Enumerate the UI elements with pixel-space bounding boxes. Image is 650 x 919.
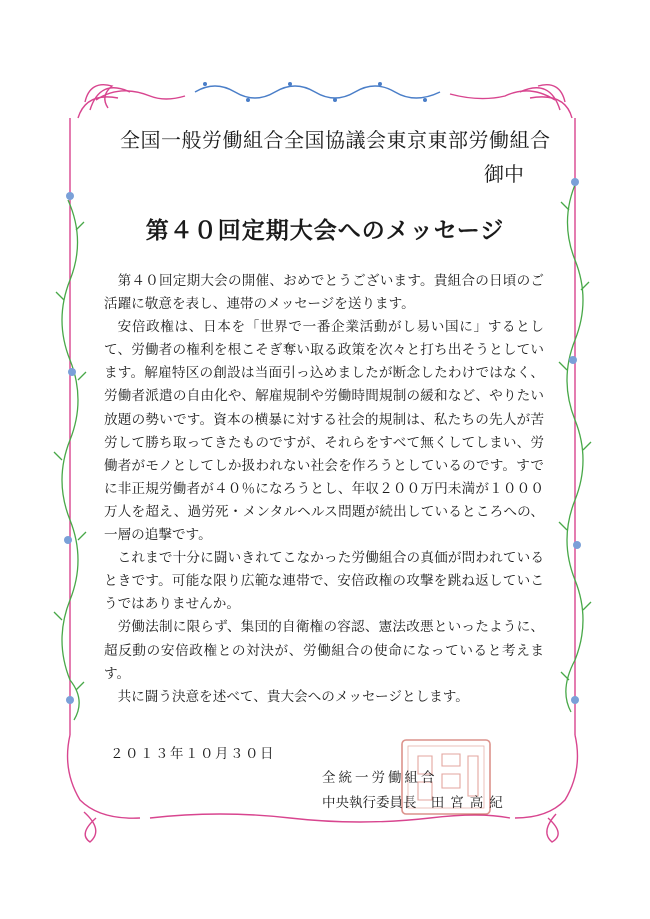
paragraph: 第４０回定期大会の開催、おめでとうございます。貴組合の日頃のご活躍に敬意を表し、連帯のメッセージを送ります。 — [104, 273, 544, 313]
paragraph: これまで十分に闘いきれてこなかった労働組合の真価が問われているときです。可能な限り広範な連帯で、安倍政権の攻撃を跳ね返していこうではありませんか。 — [104, 550, 544, 613]
signer-title: 中央執行委員長 — [322, 795, 417, 811]
letter-body — [104, 270, 544, 709]
top-flourish — [78, 85, 572, 118]
organization-name: 全統一労働組合 — [322, 770, 438, 786]
signer-name: 田宮高紀 — [430, 795, 509, 811]
addressee: 全国一般労働組合全国協議会東京東部労働組合 — [120, 128, 551, 152]
letter-date: ２０１３年１０月３０日 — [110, 746, 275, 762]
letter-title: 第４０回定期大会へのメッセージ — [145, 217, 505, 244]
honorific: 御中 — [484, 162, 524, 186]
paragraph: 労働法制に限らず、集団的自衛権の容認、憲法改悪といったように、超反動の安倍政権との対決が、労働組合の使命になっていると考えます。 — [104, 619, 544, 682]
signer — [322, 791, 519, 811]
paragraph: 共に闘う決意を述べて、貴大会へのメッセージとします。 — [117, 688, 469, 705]
paragraph: 安倍政権は、日本を「世界で一番企業活動がし易い国に」するとして、労働者の権利を根こそぎ奪い取る政策を次々と打ち出そうとしています。解雇特区の創設は当面引っ込めましたが断念したわけではなく、労働者派遣の自由化や、解雇規制や労働時間規制の緩和など、やりたい放題の勢いです。資本の横暴に対する社会的規制は、私たちの先人が苦労して勝ち取ってきたものですが、それらをすべて無くしてしまい、労働者がモノとしてしか扱われない社会を作ろうとしているのです。すでに非正規労働者が４０％になろうとし、年収２００万円未満が１０００万人を超え、過労死・メンタルヘルス問題が続出しているところへの、一層の追撃です。 — [104, 319, 544, 544]
